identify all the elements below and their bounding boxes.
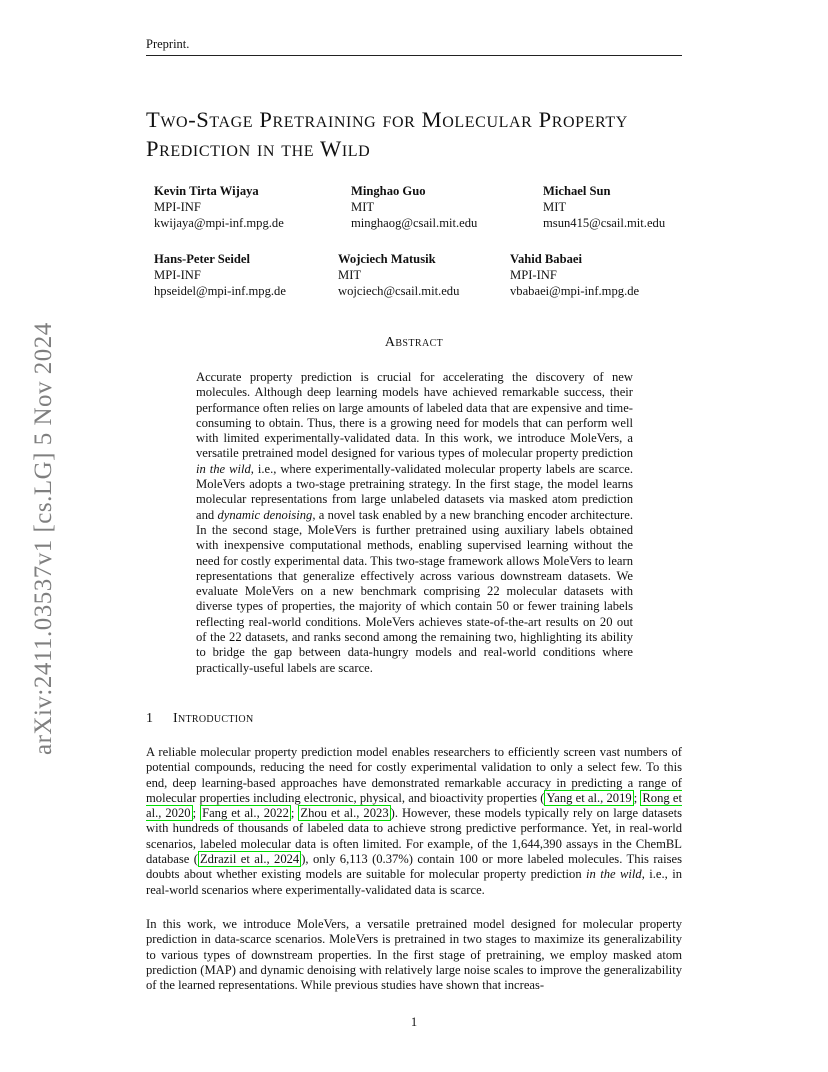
section-title: Introduction: [173, 711, 254, 726]
section-heading: [146, 711, 253, 727]
paragraph-text: ), only 6,113 (0.37%) contain 100 or more labeled molecules. This raises doubts about whether existing models are suitable for molecular property prediction: [146, 852, 683, 882]
author-affiliation: MIT: [338, 268, 362, 282]
section-number: 1: [146, 711, 154, 726]
author-affiliation: MIT: [543, 200, 567, 214]
abstract-body: [196, 370, 633, 676]
abstract-text: , i.e., where experimentally-validated molecular property labels are scarce. MoleVers adopts a two-stage pretraining strategy. In the first stage, the model learns molecular representations from large unlabeled datasets via masked atom prediction and: [196, 461, 633, 522]
abstract-text: Accurate property prediction is crucial for accelerating the discovery of new molecules. Although deep learning models have achieved remarkable success, their performance often relies on large amounts of labeled data that are expensive and time-consuming to obtain. Thus, there is a growing need for models that can perform well with limited experimentally-validated data. In this work, we introduce MoleVers, a versatile pretrained model designed for various types of molecular property prediction: [196, 370, 633, 461]
author-name: Hans-Peter Seidel: [154, 252, 250, 266]
author-affiliation: MPI-INF: [154, 268, 201, 282]
paragraph-text: A reliable molecular property prediction model enables researchers to efficiently screen vast numbers of potential compounds, reducing the need for costly experimental validation to only a select few. To this end, deep learning-based approaches have demonstrated remarkable accuracy in predicting a range of molecular properties including electronic, physical, and bioactivity properties (: [146, 745, 682, 805]
abstract-emphasis: in the wild: [196, 461, 251, 476]
author-block: [543, 183, 665, 231]
author-email: hpseidel@mpi-inf.mpg.de: [154, 284, 286, 298]
author-name: Minghao Guo: [351, 184, 426, 198]
intro-paragraph-1: A reliable molecular property prediction model enables researchers to efficiently screen vast numbers of potential compounds, reducing the need for costly experimental validation to only a select few. To this end, deep learning-based approaches have demonstrated remarkable accuracy in predicting a range of molecular properties including electronic, physical, and bioactivity properties ( Yang et al., 2019 ; Rong et al., 2020 ; Fang et al., 2022 ; Zhou et al., 2023 ). However, these models typically rely on large datasets with hundreds of thousands of labeled data to achieve strong predictive performance. Yet, in real-world scenarios, labeled molecular data is often limited. For example, of the 1,644,390 assays in the ChemBL database ( Zdrazil et al., 2024 ), only 6,113 (0.37%) contain 100 or more labeled molecules. This raises doubts about whether existing models are suitable for molecular property prediction in the wild, i.e., in real-world scenarios where experimentally-validated data is scarce.: [146, 745, 683, 897]
abstract-emphasis: dynamic denoising: [217, 507, 313, 522]
author-name: Kevin Tirta Wijaya: [154, 184, 259, 198]
author-email: wojciech@csail.mit.edu: [338, 284, 460, 298]
running-title: Preprint.: [146, 37, 190, 51]
running-header: [146, 37, 682, 56]
paragraph-emphasis: in the wild: [586, 867, 642, 882]
author-block: [351, 183, 477, 231]
author-affiliation: MIT: [351, 200, 375, 214]
citation-link[interactable]: Yang et al., 2019: [546, 790, 632, 805]
citation-link[interactable]: Zdrazil et al., 2024: [199, 852, 300, 867]
author-name: Michael Sun: [543, 184, 611, 198]
abstract-text: , a novel task enabled by a new branching encoder architecture. In the second stage, MoleVers is further pretrained using auxiliary labels obtained with inexpensive computational methods, enabling supervised learning without the need for costly experimental data. This two-stage framework allows MoleVers to learn representations that generalize effectively across various downstream datasets. We evaluate MoleVers on a new benchmark comprising 22 molecular datasets with diverse types of properties, the majority of which contain 50 or fewer training labels reflecting real-world conditions. MoleVers achieves state-of-the-art results on 20 out of the 22 datasets, and ranks second among the remaining two, highlighting its ability to bridge the gap between data-hungry models and real-world conditions where practically-useful labels are scarce.: [196, 507, 633, 675]
author-affiliation: MPI-INF: [510, 268, 557, 282]
author-email: kwijaya@mpi-inf.mpg.de: [154, 216, 284, 230]
citation-link[interactable]: Rong et al., 2020: [146, 790, 682, 821]
intro-paragraph-2: In this work, we introduce MoleVers, a versatile pretrained model designed for molecular property prediction in data-scarce scenarios. MoleVers is pretrained in two stages to maximize its generalizability to various types of downstream properties. In the first stage of pretraining, we employ masked atom prediction (MAP) and dynamic denoising with relatively large noise scales to improve the generalizability of the learned representations. While previous studies have shown that increas-: [146, 917, 682, 993]
author-block: [510, 251, 639, 299]
author-email: minghaog@csail.mit.edu: [351, 216, 478, 230]
page-number: 1: [410, 1015, 418, 1029]
author-name: Wojciech Matusik: [338, 252, 436, 266]
abstract-heading: Abstract: [384, 335, 444, 350]
author-email: msun415@csail.mit.edu: [543, 216, 666, 230]
author-block: [154, 183, 284, 231]
citation-link[interactable]: Fang et al., 2022: [202, 806, 289, 821]
arxiv-identifier: arXiv:2411.03537v1 [cs.LG] 5 Nov 2024: [30, 322, 57, 755]
author-block: [154, 251, 286, 299]
author-block: [338, 251, 459, 299]
citation-link[interactable]: Zhou et al., 2023: [300, 806, 389, 821]
paper-title: Two-Stage Pretraining for Molecular Property Prediction in the Wild: [146, 107, 628, 161]
author-email: vbabaei@mpi-inf.mpg.de: [510, 284, 640, 298]
author-affiliation: MPI-INF: [154, 200, 201, 214]
paragraph-text: ). However, these models typically rely on large datasets with hundreds of thousands of labeled data to achieve strong predictive performance. Yet, in real-world scenarios, labeled molecular data is often limited. For example, of the 1,644,390 assays in the ChemBL database (: [146, 806, 682, 867]
paragraph-text: , i.e., in real-world scenarios where experimentally-validated data is scarce.: [146, 867, 682, 897]
author-name: Vahid Babaei: [510, 252, 582, 266]
